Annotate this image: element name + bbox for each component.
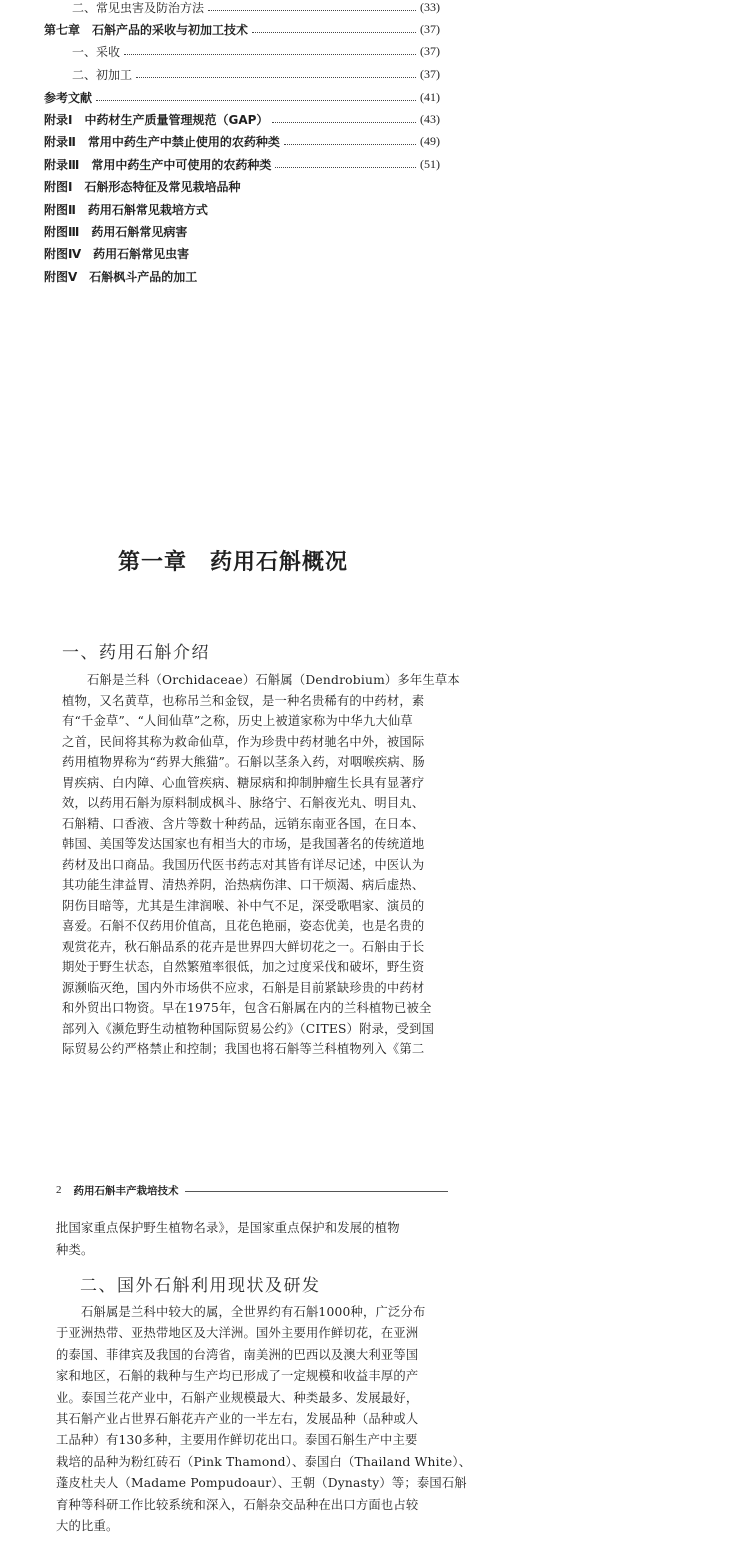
toc-entry-page: (33) — [420, 0, 440, 14]
toc-entry — [44, 19, 440, 39]
text-line: 大的比重。 — [56, 1519, 119, 1533]
page-number: 2 — [56, 1184, 62, 1196]
toc-entry-label: 附图Ⅳ 药用石斛常见虫害 — [44, 246, 190, 261]
toc-leader-dots — [275, 167, 416, 168]
text-line: 药用植物界称为“药界大熊猫”。石斛以茎条入药，对咽喉疾病、肠 — [62, 755, 425, 769]
text-line: 批国家重点保护野生植物名录》，是国家重点保护和发展的植物 — [56, 1221, 400, 1235]
toc-entry-label: 附录Ⅲ 常用中药生产中可使用的农药种类 — [44, 157, 272, 172]
toc-entry-page: (51) — [420, 156, 440, 171]
text-line: 种类。 — [56, 1242, 94, 1257]
toc-entry — [44, 199, 440, 219]
text-line: 于亚洲热带、亚热带地区及大洋洲。国外主要用作鲜切花，在亚洲 — [56, 1326, 419, 1341]
toc-entry — [44, 131, 440, 151]
text-line: 其功能生津益胃、清热养阴，治热病伤津、口干烦渴、病后虚热、 — [62, 878, 425, 892]
toc-entry-label: 二、初加工 — [72, 67, 133, 82]
book-title: 药用石斛丰产栽培技术 — [73, 1184, 179, 1197]
header-rule — [185, 1191, 449, 1192]
toc-entry-label: 参考文献 — [44, 90, 93, 105]
text-line: 蓬皮杜夫人（Madame Pompudoaur）、王朝（Dynasty）等；泰国石斛 — [56, 1476, 467, 1491]
text-line: 和外贸出口物资。早在1975年，包含石斛属在内的兰科植物已被全 — [62, 1001, 432, 1015]
text-line: 有“千金草”、“人间仙草”之称，历史上被道家称为中华九大仙草 — [62, 714, 413, 728]
text-line: 业。泰国兰花产业中，石斛产业规模最大、种类最多、发展最好， — [56, 1390, 419, 1405]
text-line: 石斛属是兰科中较大的属，全世界约有石斛1000种，广泛分布 — [56, 1305, 426, 1319]
toc-entry-label: 附图Ⅴ 石斛枫斗产品的加工 — [44, 269, 198, 284]
text-line: 之首，民间将其称为救命仙草，作为珍贵中药材驰名中外，被国际 — [62, 734, 425, 749]
toc-entry — [44, 0, 440, 17]
toc-entry-page: (49) — [420, 133, 440, 148]
toc-entry-label: 附录Ⅱ 常用中药生产中禁止使用的农药种类 — [44, 134, 280, 149]
text-line: 胃疾病、白内障、心血管疾病、糖尿病和抑制肿瘤生长具有显著疗 — [62, 775, 425, 790]
text-line: 植物，又名黄草，也称吊兰和金钗，是一种名贵稀有的中药材，素 — [62, 693, 425, 708]
text-line: 其石斛产业占世界石斛花卉产业的一半左右，发展品种（品种或人 — [56, 1412, 419, 1426]
toc-leader-dots — [272, 122, 416, 123]
text-line: 际贸易公约严格禁止和控制；我国也将石斛等兰科植物列入《第二 — [62, 1042, 425, 1056]
text-line: 工品种）有130多种，主要用作鲜切花出口。泰国石斛生产中主要 — [56, 1433, 418, 1448]
toc-entry-label: 附图Ⅱ 药用石斛常见栽培方式 — [44, 202, 208, 217]
text-line: 部列入《濒危野生动植物种国际贸易公约》（CITES）附录，受到国 — [62, 1021, 435, 1036]
section-title-1: 一、药用石斛介绍 — [62, 643, 210, 663]
toc-entry — [44, 41, 440, 61]
toc-entry-label: 第七章 石斛产品的采收与初加工技术 — [44, 22, 249, 37]
section-title-2: 二、国外石斛利用现状及研发 — [80, 1276, 321, 1296]
toc-entry-label: 一、采收 — [72, 44, 121, 59]
text-line: 阴伤目暗等，尤其是生津润喉、补中气不足，深受歌唱家、演员的 — [62, 898, 425, 913]
text-line: 石斛是兰科（Orchidaceae）石斛属（Dendrobium）多年生草本 — [62, 673, 460, 687]
toc-leader-dots — [284, 144, 416, 145]
toc-entry — [44, 221, 440, 241]
toc-entry-page: (37) — [420, 21, 440, 36]
chapter-title: 第一章 药用石斛概况 — [118, 549, 349, 575]
text-line: 石斛精、口香液、含片等数十种药品，远销东南亚各国，在日本、 — [62, 816, 425, 831]
toc-entry-page: (43) — [420, 111, 440, 126]
toc-leader-dots — [252, 32, 416, 33]
text-line: 效，以药用石斛为原料制成枫斗、脉络宁、石斛夜光丸、明目丸、 — [62, 796, 425, 810]
toc-entry-page: (41) — [420, 89, 440, 104]
running-header — [56, 1180, 448, 1200]
text-line: 源濒临灭绝，国内外市场供不应求，石斛是目前紧缺珍贵的中药材 — [62, 980, 425, 995]
toc-entry — [44, 243, 440, 263]
toc-entry-label: 附图Ⅰ 石斛形态特征及常见栽培品种 — [44, 179, 241, 194]
text-line: 的泰国、菲律宾及我国的台湾省，南美洲的巴西以及澳大利亚等国 — [56, 1347, 419, 1362]
text-line: 喜爱。石斛不仅药用价值高，且花色艳丽，姿态优美，也是名贵的 — [62, 919, 425, 933]
toc-leader-dots — [124, 54, 416, 55]
text-line: 药材及出口商品。我国历代医书药志对其皆有详尽记述，中医认为 — [62, 857, 425, 872]
toc-entry-page: (37) — [420, 43, 440, 58]
toc-entry — [44, 154, 440, 174]
text-line: 韩国、美国等发达国家也有相当大的市场，是我国著名的传统道地 — [62, 837, 425, 851]
text-line: 育种等科研工作比较系统和深入，石斛杂交品种在出口方面也占较 — [56, 1497, 419, 1512]
toc-entry — [44, 176, 440, 196]
toc-entry-page: (37) — [420, 66, 440, 81]
text-line: 栽培的品种为粉红砖石（Pink Thamond）、泰国白（Thailand White）、 — [56, 1454, 472, 1469]
toc-entry-label: 附录Ⅰ 中药材生产质量管理规范（GAP） — [44, 112, 269, 127]
toc-entry — [44, 87, 440, 107]
toc-entry — [44, 266, 440, 286]
text-line: 家和地区，石斛的栽种与生产均已形成了一定规模和收益丰厚的产 — [56, 1369, 419, 1384]
toc-entry-label: 附图Ⅲ 药用石斛常见病害 — [44, 224, 188, 239]
toc-leader-dots — [136, 77, 416, 78]
toc-entry — [44, 64, 440, 84]
toc-leader-dots — [208, 10, 416, 11]
toc-entry — [44, 109, 440, 129]
toc-entry-label: 二、常见虫害及防治方法 — [72, 0, 205, 15]
text-line: 观赏花卉，秋石斛品系的花卉是世界四大鲜切花之一。石斛由于长 — [62, 939, 425, 954]
text-line: 期处于野生状态，自然繁殖率很低，加之过度采伐和破坏，野生资 — [62, 960, 425, 974]
toc-leader-dots — [96, 100, 416, 101]
